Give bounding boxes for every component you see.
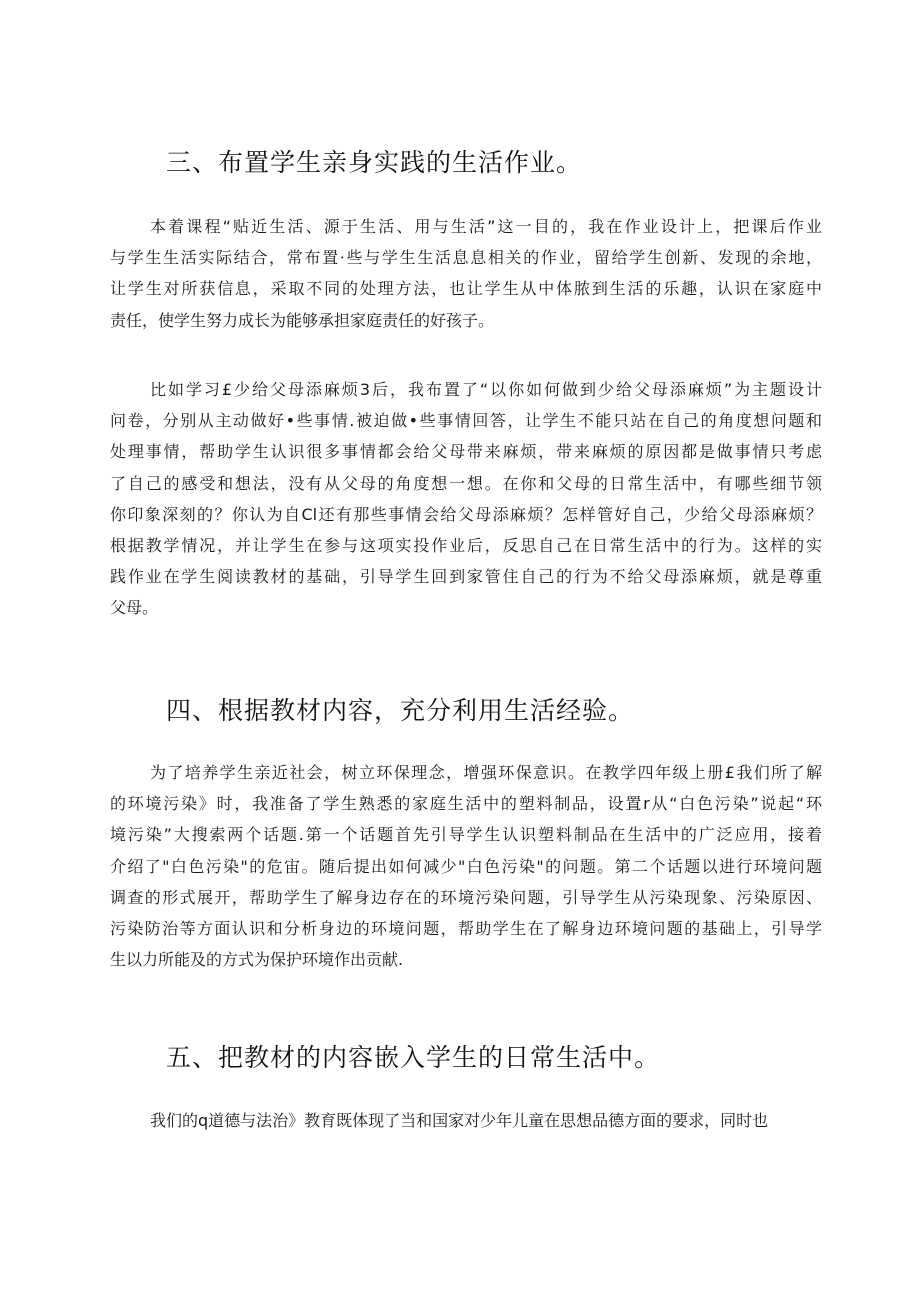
text-line: 我们的q道德与法治》教育既体现了当和国家对少年儿童在思想品德方面的要求，同时也 xyxy=(150,1111,769,1130)
section-heading-4: 四、根据教材内容，充分利用生活经验。 xyxy=(166,696,635,725)
text-line: 调查的形式展开，帮助学生了解身边存在的环境污染问题，引导学生从污染现象、污染原因、 xyxy=(110,887,822,907)
text-line: 问卷，分别从主动做好•些事情.被迫做•些事情回答，让学生不能只站在自己的角度想问题和 xyxy=(110,411,822,431)
text-line: 本着课程“贴近生活、源于生活、用与生活”这一目的，我在作业设计上，把课后作业 xyxy=(150,217,822,236)
section-heading-5: 五、把教材的内容嵌入学生的日常生活中。 xyxy=(166,1043,661,1072)
text-line: 的环境污染》时，我准备了学生熟悉的家庭生活中的塑料制品，设置r从“白色污染”说起“环 xyxy=(110,794,822,814)
paragraph-4-1 xyxy=(110,757,822,975)
text-line: 与学生生活实际结合，常布置·些与学生生活息息相关的作业，留给学生创新、发现的余地， xyxy=(110,248,822,268)
text-line: 处理事情，帮助学生认识很多事情都会给父母带来麻烦，带来麻烦的原因都是做事情只考虑 xyxy=(110,442,822,462)
text-line: 了自己的感受和想法，没有从父母的角度想一想。在你和父母的日常生活中，有哪些细节领 xyxy=(110,473,822,493)
text-line: 你印象深刻的？你认为自Cl还有那些事情会给父母添麻烦？怎样管好自己，少给父母添麻烦？ xyxy=(110,504,822,524)
text-line: 生以力所能及的方式为保护环境作出贡献. xyxy=(110,950,404,970)
text-line: 比如学习£少给父母添麻烦3后，我布置了“以你如何做到少给父母添麻烦”为主题设计 xyxy=(150,380,822,399)
text-line: 介绍了"白色污染"的危宙。随后提出如何减少"白色污染"的问题。第二个话题以进行环境问题 xyxy=(110,856,822,876)
text-line: 境污染”大搜索两个话题.第一个话题首先引导学生认识塑料制品在生活中的广泛应用，接着 xyxy=(110,825,822,845)
text-line: 责任，使学生努力成长为能够承担家庭责任的好孩子。 xyxy=(110,310,495,330)
text-line: 让学生对所获信息，采取不同的处理方法，也让学生从中体脓到生活的乐趣，认识在家庭中 xyxy=(110,279,822,299)
text-line: 为了培养学生亲近社会，树立环保理念，增强环保意识。在教学四年级上册£我们所了解 xyxy=(150,763,822,782)
text-line: 父母。 xyxy=(110,598,159,618)
paragraph-3-2 xyxy=(110,374,822,624)
text-line: 污染防治等方面认识和分析身边的环境问题，帮助学生在了解身边环境问题的基础上，引导学 xyxy=(110,918,822,938)
text-line: 践作业在学生阅读教材的基础，引导学生回到家管住自己的行为不给父母添麻烦，就是尊重 xyxy=(110,567,822,587)
section-heading-3: 三、布置学生亲身实践的生活作业。 xyxy=(166,148,583,177)
text-line: 根据教学情况，并让学生在参与这项实投作业后，反思自己在日常生活中的行为。这样的实 xyxy=(110,535,822,555)
paragraph-5-1 xyxy=(110,1105,822,1136)
paragraph-3-1 xyxy=(110,211,822,336)
